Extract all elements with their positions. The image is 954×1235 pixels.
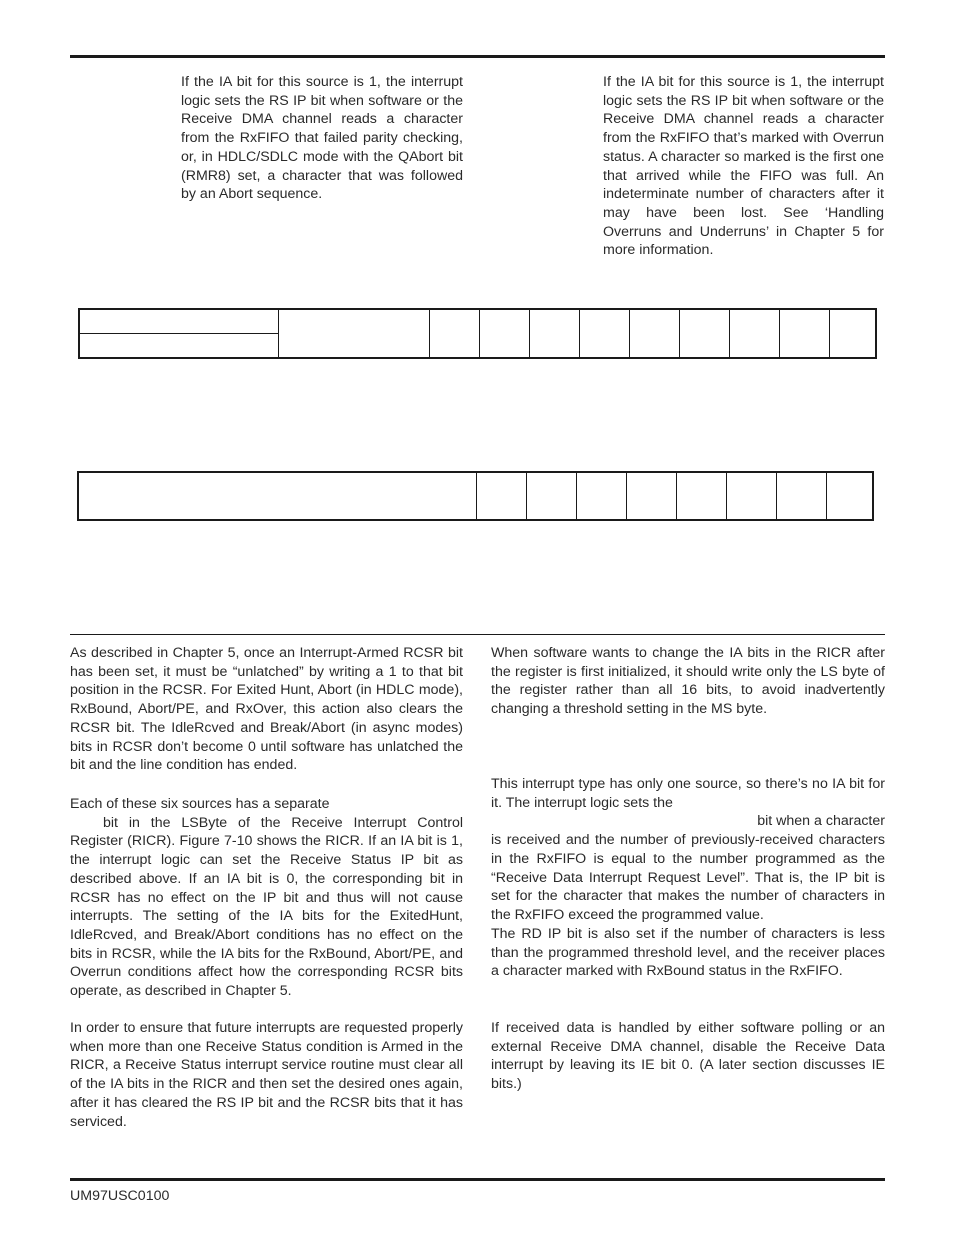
document-id: UM97USC0100 [70,1188,170,1204]
register-diagram-lower [77,471,874,521]
register-label-cell-bottom [79,333,279,358]
section-rule [70,634,885,635]
register-diagram-upper [78,308,877,359]
bit-cell [527,472,577,520]
bit-cell [627,472,677,520]
bit-cell [477,472,527,520]
left-paragraph-service-routine: In order to ensure that future interrupts are requested properly when more than one Receive Status condition is Armed in the RICR, a Receive Status interrupt service routine must clear all of the IA bits in the RICR and then set the desired ones again, after it has cleared the RS IP bit and the RCSR bits that it has serviced. [70,1020,463,1130]
bit-cell [777,472,827,520]
bit-cell [580,309,630,358]
bit-cell [480,309,530,358]
overrun-description: If the IA bit for this source is 1, the interrupt logic sets the RS IP bit when software or the Receive DMA channel reads a character from the RxFIFO that’s marked with Overrun status. A character so marked is the first one that arrived while the FIFO was full. An indeterminate number of characters after it may have been lost. See ‘Handling Overruns and Underruns’ in Chapter 5 for more information. [603,74,884,259]
footer-rule [70,1178,885,1181]
bit-cell [530,309,580,358]
left-paragraph-ia-bits-body: bit in the LSByte of the Receive Interrupt Control Register (RICR). Figure 7-10 shows the RICR. If an IA bit is 1, the interrupt logic can set the Receive Status IP bit as described above. If an IA bit is 0, the corresponding bit in RCSR has no effect on the IP bit and thus will not cause interrupts. The setting of the IA bits for the ExitedHunt, IdleRcved, and Break/Abort conditions has no effect on the bits in RCSR, while the IA bits for the RxBound, Abort/PE, and Overrun conditions affect how the corresponding RCSR bits operate, as described in Chapter 5. [70,814,463,1000]
right-paragraph-rxbound: The RD IP bit is also set if the number of characters is less than the programmed threshold level, and the receiver places a character marked with RxBound status in the RxFIFO. [491,926,885,980]
register-field-cell [279,309,430,358]
left-paragraph-ia-bits [70,795,463,1001]
bit-cell [577,472,627,520]
right-paragraph-rd-line2: bit when a character [757,813,885,830]
bit-cell [730,309,780,358]
right-paragraph-rd-line1: This interrupt type has only one source, so there’s no IA bit for it. The interrupt logic sets the [491,776,885,811]
bit-cell [830,309,877,358]
bit-cell [430,309,480,358]
left-paragraph-ia-bits-line1: Each of these six sources has a separate [70,796,330,812]
right-paragraph-rd-source [491,775,885,925]
register-field-cell [78,472,477,520]
right-paragraph-ricr-write: When software wants to change the IA bits in the RICR after the register is first initialized, it should write only the LS byte of the register rather than all 16 bits, to avoid inadvertently changing a threshold setting in the MS byte. [491,645,885,718]
bit-cell [727,472,777,520]
bit-cell [780,309,830,358]
bit-cell [677,472,727,520]
left-paragraph-unlatch: As described in Chapter 5, once an Interrupt-Armed RCSR bit has been set, it must be “unlatched” by writing a 1 to that bit position in the RCSR. For Exited Hunt, Abort (in HDLC mode), RxBound, Abort/PE, and RxOver, this action also clears the RCSR bit. The IdleRcved and Break/Abort (in async modes) bits in RCSR don’t become 0 until software has unlatched the bit and the line condition has ended. [70,645,463,774]
bit-cell [680,309,730,358]
bit-cell [827,472,874,520]
right-paragraph-dma: If received data is handled by either software polling or an external Receive DMA channel, disable the Receive Data interrupt by leaving its IE bit 0. (A later section discusses IE bits.) [491,1020,885,1093]
register-label-cell-top [79,309,279,333]
right-paragraph-rd-body: is received and the number of previously-received characters in the RxFIFO is equal to the number programmed as the “Receive Data Interrupt Request Level”. That is, the IP bit is set for the character that makes the number of characters in the RxFIFO exceed the programmed value. [491,832,885,923]
abort-pe-description: If the IA bit for this source is 1, the interrupt logic sets the RS IP bit when software or the Receive DMA channel reads a character from the RxFIFO that failed parity checking, or, in HDLC/SDLC mode with the QAbort bit (RMR8) set, a character that was followed by an Abort sequence. [181,74,463,203]
header-rule [70,55,885,58]
bit-cell [630,309,680,358]
